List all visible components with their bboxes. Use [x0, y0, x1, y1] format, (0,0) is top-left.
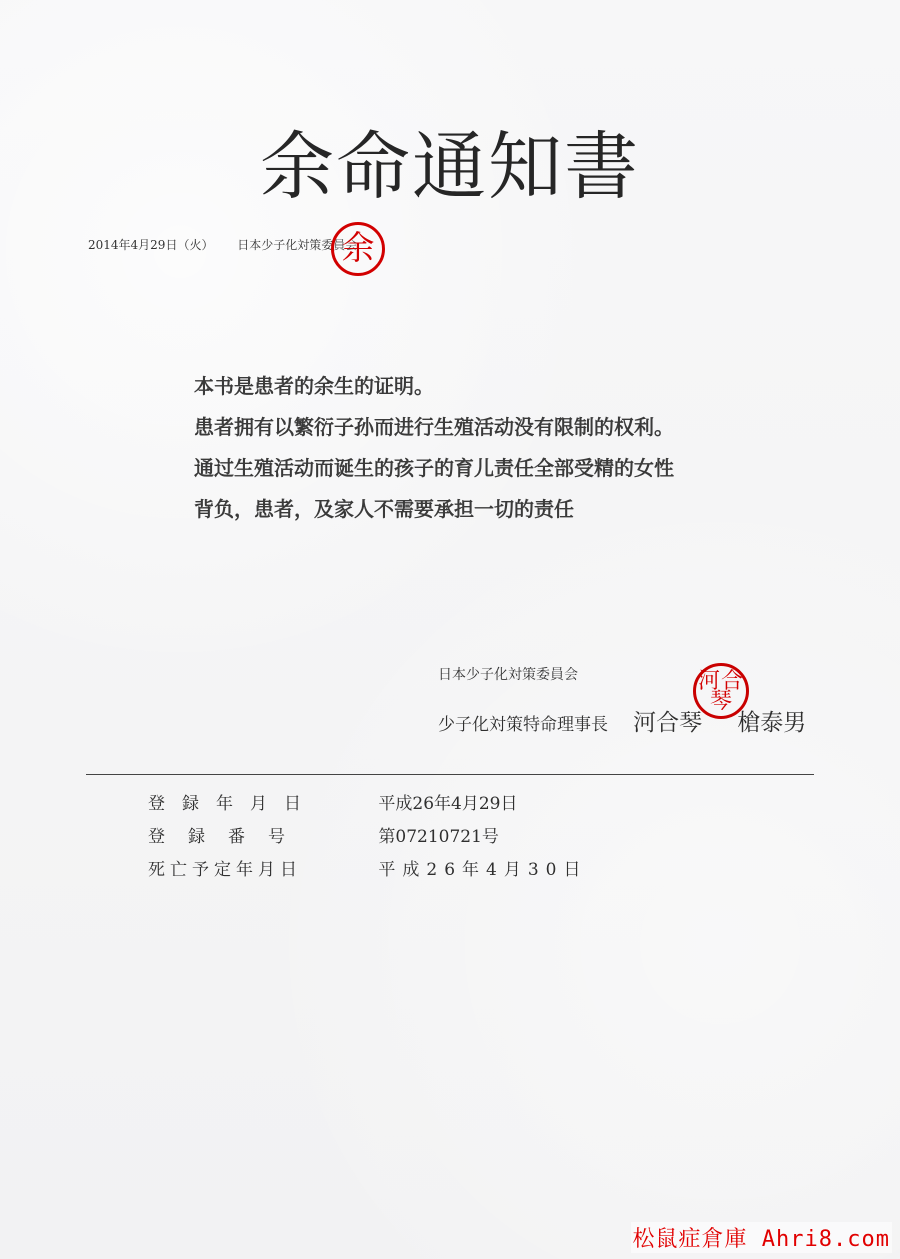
official-seal: [331, 222, 385, 276]
registration-value-number: 第07210721号: [378, 827, 499, 847]
issue-date: 2014年4月29日（火）: [88, 238, 214, 252]
section-divider: [86, 774, 814, 775]
personal-seal-line-1: 河合: [697, 669, 744, 694]
personal-seal: [693, 663, 749, 719]
personal-seal-line-2: 琴: [709, 689, 732, 714]
site-watermark: 松鼠症倉庫 Ahri8.com: [631, 1222, 892, 1253]
registration-value-date: 平成26年4月29日: [378, 794, 518, 814]
issuing-organization: 日本少子化対策委員会: [237, 238, 358, 252]
registration-label-number: 登録番号: [148, 827, 308, 847]
signer-name-secondary: 槍泰男: [737, 710, 807, 736]
registration-row-number: [148, 822, 499, 847]
signer-role: 少子化対策特命理事長: [438, 715, 608, 735]
notice-line-3: 通过生殖活动而诞生的孩子的育儿责任全部受精的女性: [194, 456, 674, 480]
notice-line-2: 患者拥有以繁衍子孙而进行生殖活动没有限制的权利。: [194, 415, 674, 439]
notice-line-1: 本书是患者的余生的证明。: [194, 374, 434, 398]
committee-name: 日本少子化対策委員会: [438, 667, 578, 683]
dateline: [88, 236, 357, 253]
notice-body: [194, 366, 764, 530]
notice-line-4: 背负，患者，及家人不需要承担一切的责任: [194, 497, 574, 521]
registration-label-death-date: 死亡予定年月日: [148, 860, 302, 880]
registration-value-death-date: 平成26年4月30日: [378, 860, 588, 880]
registration-label-date: 登録年月日: [148, 794, 318, 814]
official-seal-text: 余: [341, 228, 375, 267]
signer-block: [438, 704, 806, 737]
document-title: 余命通知書: [260, 124, 640, 210]
registration-row-date: [148, 789, 518, 814]
signer-name-primary: 河合琴: [633, 710, 703, 736]
registration-row-death-date: [148, 855, 588, 880]
